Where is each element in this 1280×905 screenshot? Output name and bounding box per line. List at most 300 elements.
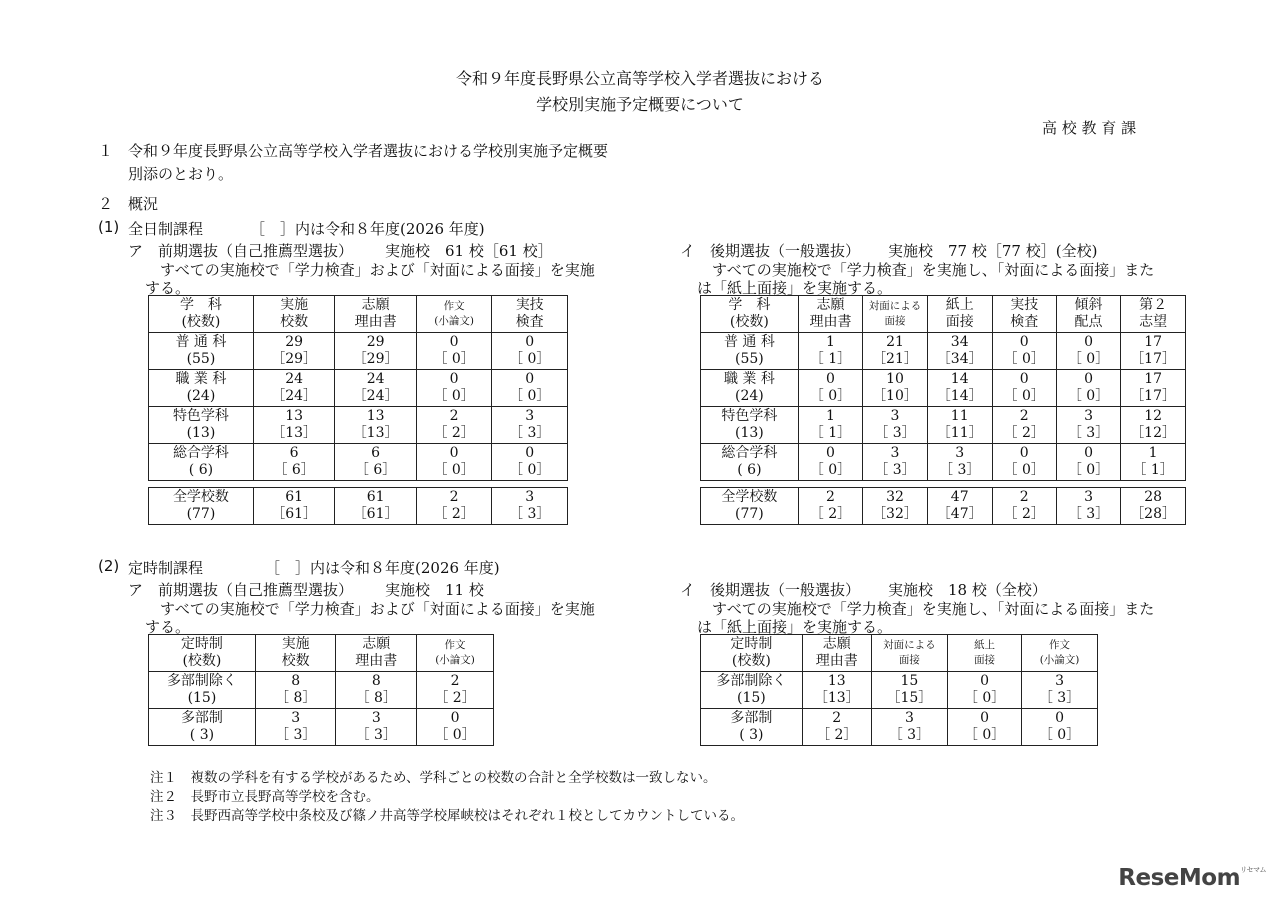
value-cell: [335, 444, 416, 481]
value-line1: 13: [827, 673, 846, 689]
value-line1: 3: [1055, 673, 1064, 689]
part1-title: 全日制課程: [128, 220, 204, 238]
row-count: (55): [186, 351, 216, 367]
header-cell-line1: 実施: [280, 297, 309, 313]
value-line2: ［ 0］: [963, 727, 1006, 743]
value-line1: 24: [366, 371, 385, 387]
value-cell: [802, 672, 871, 709]
table-row: [701, 370, 1186, 407]
header-cell-line1: 紙上: [974, 639, 996, 651]
section1-body: 別添のとおり。: [128, 165, 234, 183]
header-cell: [417, 635, 494, 672]
value-line1: 0: [449, 445, 459, 461]
row-count: (77): [186, 506, 216, 522]
part1-note: ［ ］内は令和８年度(2026 年度): [250, 220, 485, 238]
value-line1: 2: [449, 408, 459, 424]
header-cell: [992, 296, 1056, 333]
row-count: (13): [735, 425, 764, 441]
row-count: ( 3): [189, 727, 215, 743]
part1b-desc-line1: すべての実施校で「学力検査」を実施し、「対面による面接」また: [712, 261, 1155, 279]
value-cell: [416, 370, 492, 407]
value-line1: 24: [285, 371, 304, 387]
value-cell: [948, 709, 1022, 746]
value-line1: 2: [450, 673, 460, 689]
table-header-row: [701, 635, 1098, 672]
header-cell-line2: 面接: [884, 315, 906, 327]
value-line2: ［ 0］: [1067, 351, 1110, 367]
value-line1: 1: [1148, 445, 1158, 461]
row-count: (15): [187, 690, 217, 706]
header-cell-line2: 理由書: [809, 314, 852, 330]
value-line1: 13: [285, 408, 304, 424]
row-count: (24): [735, 388, 764, 404]
note-1: 注１ 複数の学科を有する学校があるため、学科ごとの校数の合計と全学校数は一致しない。: [150, 770, 717, 786]
part1b-label: イ 後期選抜（一般選抜）: [680, 242, 861, 260]
value-cell: [253, 370, 334, 407]
header-cell-line1: 紙上: [945, 297, 974, 313]
table-header-row: [701, 296, 1186, 333]
value-line1: 13: [366, 408, 385, 424]
value-line2: ［ 6］: [354, 462, 397, 478]
row-count: (77): [735, 506, 764, 522]
value-line1: 3: [1084, 408, 1093, 424]
value-cell: [871, 672, 947, 709]
value-line2: ［ 3］: [939, 462, 981, 478]
row-label-cell: [701, 333, 799, 370]
value-cell: [1121, 444, 1186, 481]
value-line1: 10: [886, 371, 904, 387]
section2-title: 概況: [128, 195, 159, 213]
part1-number: (1): [98, 218, 120, 236]
value-line2: ［ 3］: [874, 462, 916, 478]
value-line2: ［ 2］: [433, 425, 475, 441]
value-line1: 0: [1084, 371, 1093, 387]
value-cell: [863, 407, 928, 444]
value-line1: 29: [285, 334, 304, 350]
value-line2: ［ 2］: [816, 727, 858, 743]
row-label: 全学校数: [721, 489, 778, 505]
header-cell-line1: 作文: [444, 639, 466, 651]
value-cell: [871, 709, 947, 746]
value-cell: [416, 333, 492, 370]
header-cell-line2: 理由書: [815, 653, 858, 669]
table-row: [701, 407, 1186, 444]
row-label: 普 通 科: [175, 334, 227, 350]
value-line2: ［ 8］: [275, 690, 317, 706]
value-line1: 1: [825, 408, 835, 424]
value-cell: [492, 488, 568, 525]
part2b-label: イ 後期選抜（一般選抜）: [680, 581, 861, 599]
value-cell: [1121, 488, 1186, 525]
department: 高 校 教 育 課: [1042, 119, 1137, 137]
value-line1: 0: [449, 334, 459, 350]
value-line1: 3: [525, 489, 535, 505]
value-line2: ［ 0］: [1038, 727, 1081, 743]
value-cell: [416, 444, 492, 481]
value-cell: [335, 333, 416, 370]
value-line1: 47: [950, 489, 969, 505]
total-row: [701, 488, 1186, 525]
header-cell: [798, 296, 862, 333]
header-cell: [948, 635, 1022, 672]
part2b-desc-line2: は「紙上面接」を実施する。: [697, 618, 893, 636]
header-cell-line2: 理由書: [355, 653, 398, 669]
value-line1: 28: [1144, 489, 1163, 505]
value-line1: 0: [525, 334, 535, 350]
value-line2: ［34］: [936, 351, 983, 367]
table-header-row: [149, 296, 568, 333]
value-line1: 0: [450, 710, 460, 726]
value-line1: 17: [1144, 334, 1163, 350]
part2a-schools: 実施校 11 校: [385, 581, 484, 599]
value-cell: [863, 444, 928, 481]
value-line1: 2: [825, 489, 835, 505]
row-label: 総合学科: [172, 445, 229, 461]
value-line2: ［14］: [936, 388, 983, 404]
value-cell: [863, 333, 928, 370]
table-row: [701, 444, 1186, 481]
value-cell: [253, 333, 334, 370]
part1b-schools: 実施校 77 校［77 校］(全校): [888, 242, 1098, 260]
value-line1: 3: [955, 445, 965, 461]
value-line2: ［12］: [1130, 425, 1177, 441]
header-cell: [701, 635, 803, 672]
value-line2: ［ 3］: [874, 425, 916, 441]
value-cell: [492, 407, 568, 444]
note-3: 注３ 長野西高等学校中条校及び篠ノ井高等学校犀峡校はそれぞれ１校としてカウントしている。: [150, 808, 744, 824]
header-cell-line1: 対面による: [883, 639, 936, 651]
header-cell-line1: 学 科: [728, 297, 771, 313]
table-row: [149, 370, 568, 407]
value-line1: 3: [291, 710, 301, 726]
part2-note: ［ ］内は令和８年度(2026 年度): [265, 559, 500, 577]
header-cell: [416, 296, 492, 333]
value-line1: 2: [449, 489, 459, 505]
value-line1: 0: [825, 445, 835, 461]
row-label-cell: [149, 488, 254, 525]
row-label: 普 通 科: [723, 334, 775, 350]
table-row: [149, 407, 568, 444]
row-count: (13): [186, 425, 216, 441]
table-row: [149, 709, 494, 746]
header-cell-line2: 校数: [280, 314, 309, 330]
header-cell-line1: 定時制: [180, 636, 223, 652]
value-line2: ［ 0］: [1003, 462, 1045, 478]
logo-sup: リセマム: [1240, 866, 1266, 874]
value-cell: [798, 444, 862, 481]
value-line2: ［ 2］: [433, 506, 475, 522]
row-label: 職 業 科: [175, 371, 227, 387]
value-line2: ［ 0］: [433, 351, 475, 367]
header-cell: [149, 296, 254, 333]
table-header-row: [149, 635, 494, 672]
value-line2: ［ 3］: [888, 727, 931, 743]
value-line1: 3: [904, 710, 914, 726]
header-cell-line1: 志願: [362, 636, 391, 652]
row-label: 多部制除く: [166, 673, 237, 689]
row-label-cell: [149, 444, 254, 481]
value-line1: 0: [1055, 710, 1064, 726]
row-label-cell: [149, 370, 254, 407]
part2-number: (2): [98, 557, 120, 575]
value-line2: ［ 3］: [1038, 690, 1081, 706]
header-cell: [701, 296, 799, 333]
value-cell: [1056, 488, 1120, 525]
table-row: [701, 672, 1098, 709]
header-cell-line2: (小論文): [1039, 654, 1080, 666]
section2-number: ２: [98, 195, 114, 213]
header-cell-line2: 面接: [974, 654, 996, 666]
row-label-cell: [149, 709, 256, 746]
header-cell-line1: 定時制: [730, 636, 773, 652]
value-cell: [492, 333, 568, 370]
teiji-kouki-table: [700, 634, 1098, 746]
header-cell: [335, 296, 416, 333]
header-cell-line1: 傾斜: [1074, 297, 1103, 313]
row-label-cell: [701, 709, 803, 746]
header-cell: [1056, 296, 1120, 333]
value-cell: [336, 709, 417, 746]
header-cell: [863, 296, 928, 333]
value-cell: [1056, 444, 1120, 481]
section1-number: １: [98, 142, 114, 160]
row-label: 多部制: [730, 710, 773, 726]
value-cell: [255, 672, 336, 709]
value-cell: [927, 333, 992, 370]
part2-title: 定時制課程: [128, 559, 204, 577]
value-line1: 61: [285, 489, 304, 505]
value-line2: ［ 0］: [509, 351, 551, 367]
value-line1: 3: [525, 408, 535, 424]
value-cell: [417, 672, 494, 709]
value-line2: ［ 3］: [1067, 506, 1110, 522]
value-line2: ［ 0］: [433, 462, 475, 478]
header-cell: [802, 635, 871, 672]
part1b-desc-line2: は「紙上面接」を実施する。: [697, 279, 893, 297]
header-cell-line1: 実施: [281, 636, 310, 652]
value-line2: ［61］: [352, 506, 399, 522]
value-cell: [335, 370, 416, 407]
value-line2: ［ 1］: [809, 351, 852, 367]
value-cell: [1056, 333, 1120, 370]
value-cell: [802, 709, 871, 746]
row-count: ( 6): [737, 462, 762, 478]
value-line2: ［61］: [271, 506, 318, 522]
value-line2: ［ 0］: [1067, 462, 1110, 478]
part2a-label: ア 前期選抜（自己推薦型選抜）: [128, 581, 354, 599]
value-line1: 3: [371, 710, 381, 726]
doc-title-line2: 学校別実施予定概要について: [536, 95, 744, 114]
value-line1: 1: [825, 334, 835, 350]
row-label-cell: [149, 407, 254, 444]
value-line1: 3: [890, 445, 900, 461]
row-label-cell: [701, 370, 799, 407]
header-cell-line2: (校数): [182, 653, 222, 669]
header-cell-line2: (校数): [731, 653, 771, 669]
table-row: [149, 333, 568, 370]
value-line1: 0: [825, 371, 835, 387]
value-line2: ［15］: [886, 690, 933, 706]
value-cell: [863, 488, 928, 525]
header-cell-line1: 作文: [1049, 639, 1071, 651]
value-cell: [253, 444, 334, 481]
row-label: 全学校数: [172, 489, 229, 505]
value-cell: [927, 444, 992, 481]
header-cell-line2: (校数): [729, 314, 769, 330]
value-line1: 0: [1019, 334, 1029, 350]
value-line1: 11: [950, 408, 969, 424]
header-cell-line2: 配点: [1074, 314, 1103, 330]
part2b-desc-line1: すべての実施校で「学力検査」を実施し、「対面による面接」また: [712, 600, 1155, 618]
header-cell-line2: (校数): [181, 314, 221, 330]
table-row: [149, 444, 568, 481]
value-line2: ［ 0］: [509, 388, 551, 404]
value-line1: 0: [1084, 334, 1093, 350]
header-cell: [255, 635, 336, 672]
value-line1: 21: [886, 334, 904, 350]
value-line1: 0: [980, 673, 990, 689]
row-label: 総合学科: [721, 445, 778, 461]
value-cell: [798, 333, 862, 370]
value-cell: [1056, 407, 1120, 444]
value-line2: ［47］: [936, 506, 983, 522]
value-line1: 8: [291, 673, 301, 689]
header-cell: [927, 296, 992, 333]
header-cell-line1: 志願: [361, 297, 390, 313]
value-cell: [335, 488, 416, 525]
row-label-cell: [701, 672, 803, 709]
value-line2: ［ 1］: [809, 425, 852, 441]
value-cell: [255, 709, 336, 746]
header-cell-line1: 作文: [443, 300, 465, 312]
value-line2: ［13］: [813, 690, 860, 706]
row-count: (15): [736, 690, 766, 706]
value-cell: [492, 370, 568, 407]
value-line2: ［ 3］: [1067, 425, 1110, 441]
row-count: ( 6): [188, 462, 214, 478]
row-label-cell: [149, 333, 254, 370]
value-cell: [798, 370, 862, 407]
header-cell-line2: 面接: [898, 654, 920, 666]
doc-title-line1: 令和９年度長野県公立高等学校入学者選抜における: [455, 69, 824, 88]
value-line2: ［ 0］: [809, 462, 852, 478]
header-cell: [149, 635, 256, 672]
header-cell-line2: 理由書: [354, 314, 397, 330]
value-line1: 12: [1144, 408, 1163, 424]
header-cell: [1121, 296, 1186, 333]
value-line1: 2: [832, 710, 842, 726]
note-2: 注２ 長野市立長野高等学校を含む。: [150, 789, 380, 805]
header-cell-line1: 実技: [1010, 297, 1039, 313]
row-label: 職 業 科: [723, 371, 775, 387]
value-cell: [253, 407, 334, 444]
section1-title: 令和９年度長野県公立高等学校入学者選抜における学校別実施予定概要: [128, 142, 609, 160]
table-spacer: [701, 481, 1186, 488]
header-cell-line2: (小論文): [434, 315, 474, 327]
header-cell: [336, 635, 417, 672]
value-line2: ［13］: [271, 425, 318, 441]
value-line1: 3: [1084, 489, 1093, 505]
value-line1: 0: [449, 371, 459, 387]
row-label-cell: [149, 672, 256, 709]
value-line2: ［ 0］: [433, 388, 475, 404]
value-line1: 15: [900, 673, 919, 689]
value-line2: ［24］: [271, 388, 318, 404]
value-cell: [417, 709, 494, 746]
header-cell-line2: (小論文): [435, 654, 475, 666]
row-label: 多部制: [180, 710, 223, 726]
row-label: 特色学科: [172, 408, 229, 424]
value-cell: [992, 444, 1056, 481]
value-line2: ［ 8］: [355, 690, 397, 706]
value-line1: 3: [890, 408, 900, 424]
value-line1: 2: [1019, 489, 1029, 505]
value-cell: [798, 407, 862, 444]
value-cell: [1121, 370, 1186, 407]
value-line2: ［11］: [936, 425, 983, 441]
header-cell-line2: 検査: [515, 314, 544, 330]
value-line2: ［ 6］: [273, 462, 315, 478]
value-line1: 0: [1019, 445, 1029, 461]
part1a-schools: 実施校 61 校［61 校］: [385, 242, 553, 260]
row-label-cell: [701, 444, 799, 481]
value-line1: 6: [371, 445, 381, 461]
value-line2: ［ 0］: [434, 727, 476, 743]
row-label: 特色学科: [721, 408, 778, 424]
value-line2: ［ 2］: [434, 690, 476, 706]
value-cell: [416, 407, 492, 444]
value-line1: 0: [525, 371, 535, 387]
header-cell-line1: 対面による: [868, 300, 922, 312]
header-cell-line1: 第２: [1139, 297, 1168, 313]
table-row: [701, 333, 1186, 370]
value-line2: ［32］: [872, 506, 918, 522]
value-cell: [336, 672, 417, 709]
row-label: 多部制除く: [716, 673, 787, 689]
row-count: (55): [735, 351, 764, 367]
table-row: [149, 672, 494, 709]
value-line1: 14: [950, 371, 969, 387]
header-cell-line2: 検査: [1010, 314, 1039, 330]
header-cell-line1: 学 科: [179, 297, 222, 313]
value-cell: [992, 333, 1056, 370]
row-count: (24): [186, 388, 216, 404]
value-line2: ［ 2］: [809, 506, 852, 522]
zennichi-zenki-table: [148, 295, 568, 525]
part2a-desc-line1: すべての実施校で「学力検査」および「対面による面接」を実施: [160, 600, 595, 618]
value-line2: ［ 3］: [275, 727, 317, 743]
value-line2: ［ 3］: [509, 506, 551, 522]
part2b-schools: 実施校 18 校（全校）: [888, 581, 1047, 599]
value-cell: [863, 370, 928, 407]
value-line1: 8: [371, 673, 381, 689]
value-line2: ［24］: [352, 388, 399, 404]
value-line2: ［17］: [1130, 388, 1177, 404]
teiji-zenki-table: [148, 634, 494, 746]
value-cell: [948, 672, 1022, 709]
value-line2: ［ 0］: [509, 462, 551, 478]
value-cell: [992, 370, 1056, 407]
value-line1: 32: [886, 489, 904, 505]
value-line1: 0: [1019, 371, 1029, 387]
value-line2: ［28］: [1130, 506, 1177, 522]
value-line2: ［10］: [872, 388, 918, 404]
header-cell-line2: 校数: [281, 653, 310, 669]
value-cell: [992, 407, 1056, 444]
value-cell: [335, 407, 416, 444]
value-line2: ［21］: [872, 351, 918, 367]
part1a-desc-line1: すべての実施校で「学力検査」および「対面による面接」を実施: [160, 261, 595, 279]
